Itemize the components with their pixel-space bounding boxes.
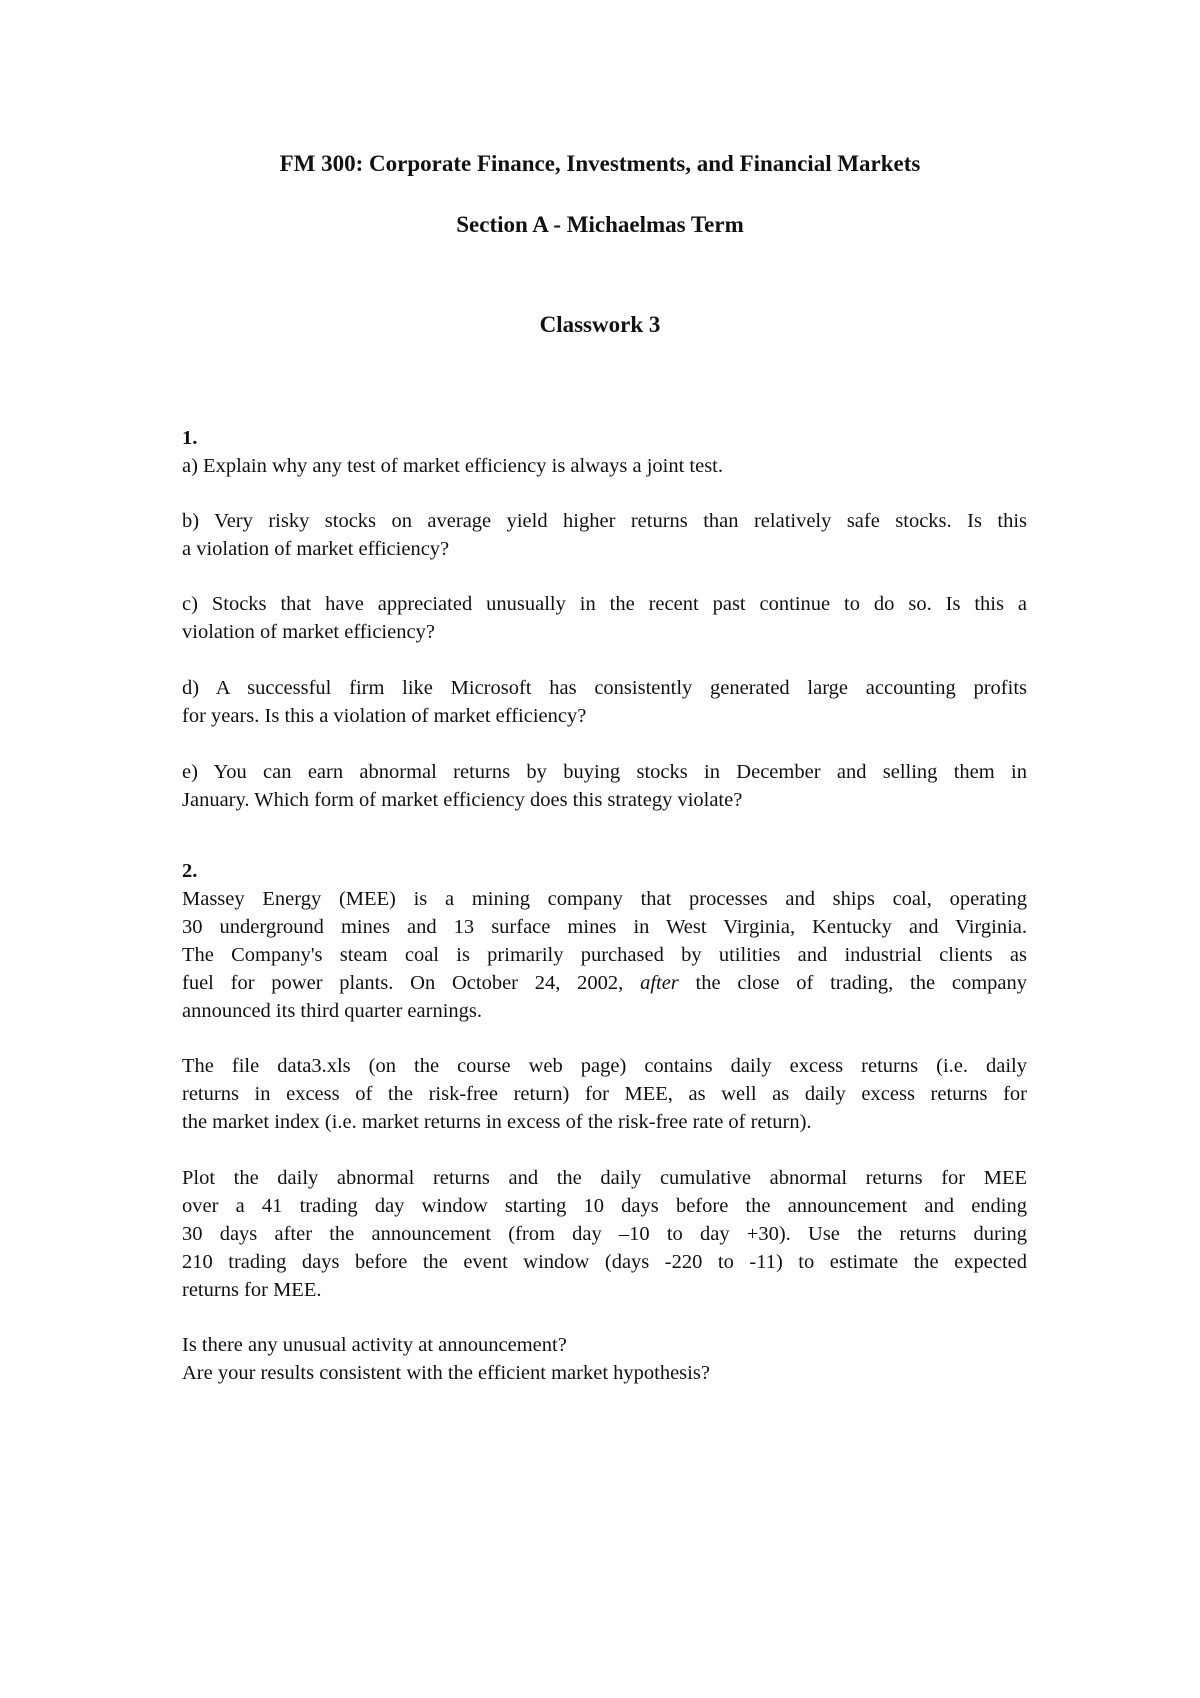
question-2-question-2: Are your results consistent with the efficient market hypothesis? bbox=[182, 1362, 710, 1384]
course-title: FM 300: Corporate Finance, Investments, and Financial Markets bbox=[279, 151, 921, 176]
question-2-task bbox=[182, 1164, 1027, 1304]
question-1a-text: a) Explain why any test of market efficiency is always a joint test. bbox=[182, 455, 723, 477]
question-2-intro-line-3: The Company's steam coal is primarily purchased by utilities and industrial clients as bbox=[182, 944, 1027, 966]
question-2-data-description bbox=[182, 1052, 1027, 1136]
question-2-data-line-3: the market index (i.e. market returns in excess of the risk-free rate of return). bbox=[182, 1111, 812, 1133]
section-heading: Section A - Michaelmas Term bbox=[456, 212, 744, 237]
question-2-intro bbox=[182, 885, 1027, 1025]
question-2-intro-line-4-end: the close of trading, the company bbox=[695, 972, 1027, 994]
question-1c-line-1: c) Stocks that have appreciated unusually in the recent past continue to do so. Is this a bbox=[182, 593, 1027, 615]
question-1e-line-2: January. Which form of market efficiency does this strategy violate? bbox=[182, 789, 743, 811]
question-2-data-line-1: The file data3.xls (on the course web page) contains daily excess returns (i.e. daily bbox=[182, 1055, 1027, 1077]
question-1b-line-1: b) Very risky stocks on average yield higher returns than relatively safe stocks. Is this bbox=[182, 510, 1027, 532]
question-2-questions bbox=[182, 1331, 1027, 1387]
question-2-intro-line-4-start: fuel for power plants. On October 24, 2002, bbox=[182, 972, 624, 994]
question-1-number: 1. bbox=[182, 427, 198, 449]
question-1d bbox=[182, 674, 1027, 730]
question-1d-line-2: for years. Is this a violation of market efficiency? bbox=[182, 705, 587, 727]
question-2-question-1: Is there any unusual activity at announcement? bbox=[182, 1334, 567, 1356]
question-2-intro-line-5: announced its third quarter earnings. bbox=[182, 1000, 483, 1022]
question-1c bbox=[182, 590, 1027, 646]
question-1b-line-2: a violation of market efficiency? bbox=[182, 538, 450, 560]
question-2-number: 2. bbox=[182, 860, 198, 882]
question-1b bbox=[182, 507, 1027, 563]
question-2-task-line-2: over a 41 trading day window starting 10 days before the announcement and ending bbox=[182, 1195, 1027, 1217]
question-1c-line-2: violation of market efficiency? bbox=[182, 621, 435, 643]
question-2-task-line-3: 30 days after the announcement (from day –10 to day +30). Use the returns during bbox=[182, 1223, 1027, 1245]
question-2-task-line-1: Plot the daily abnormal returns and the daily cumulative abnormal returns for MEE bbox=[182, 1167, 1027, 1189]
question-2-task-line-4: 210 trading days before the event window (days -220 to -11) to estimate the expected bbox=[182, 1251, 1027, 1273]
question-1e bbox=[182, 758, 1027, 814]
question-1a bbox=[182, 452, 1027, 480]
question-2-intro-line-4 bbox=[182, 969, 1027, 997]
question-2-intro-line-2: 30 underground mines and 13 surface mines in West Virginia, Kentucky and Virginia. bbox=[182, 916, 1027, 938]
question-2-data-line-2: returns in excess of the risk-free return) for MEE, as well as daily excess returns for bbox=[182, 1083, 1027, 1105]
question-2-task-line-5: returns for MEE. bbox=[182, 1279, 322, 1301]
assignment-title: Classwork 3 bbox=[539, 312, 661, 337]
question-1d-line-1: d) A successful firm like Microsoft has consistently generated large accounting profits bbox=[182, 677, 1027, 699]
emphasis-after: after bbox=[640, 972, 679, 994]
question-1e-line-1: e) You can earn abnormal returns by buying stocks in December and selling them in bbox=[182, 761, 1027, 783]
question-2-intro-line-1: Massey Energy (MEE) is a mining company that processes and ships coal, operating bbox=[182, 888, 1027, 910]
